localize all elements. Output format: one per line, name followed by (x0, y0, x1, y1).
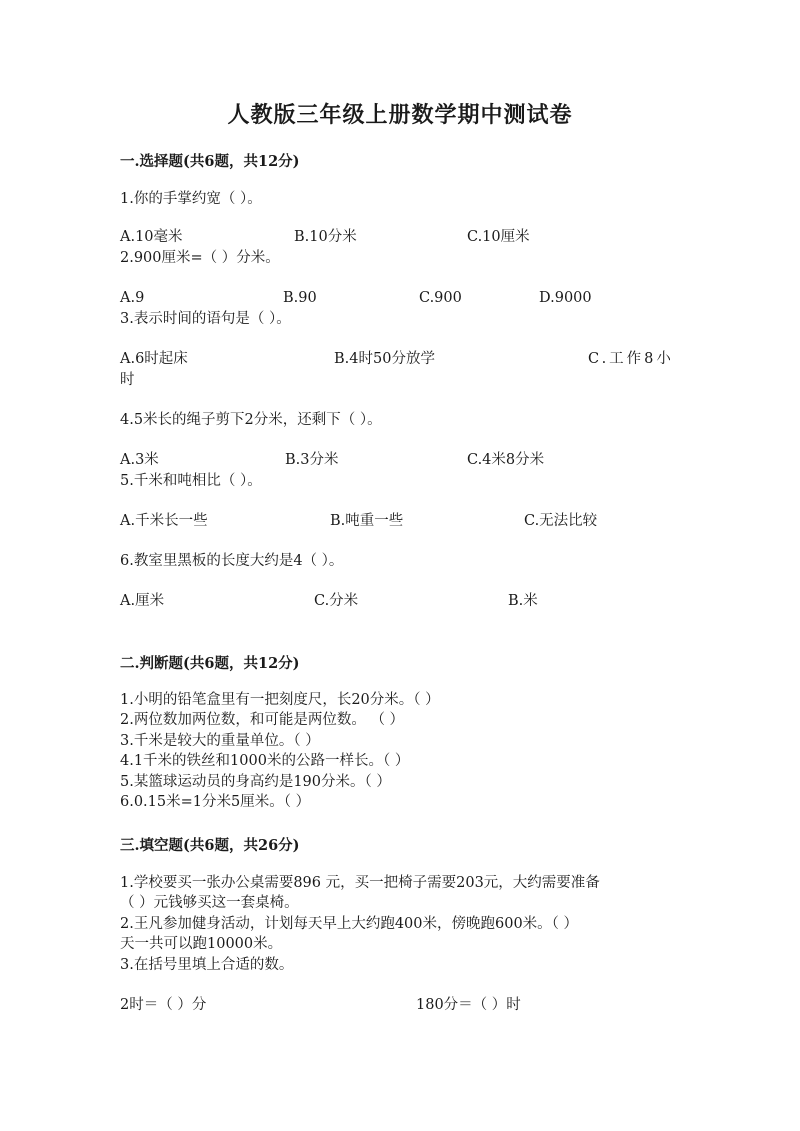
option-1c: C.10厘米 (467, 229, 530, 245)
option-6a: A.厘米 (120, 593, 165, 609)
option-3b: B.4时50分放学 (334, 351, 435, 367)
fill-item-3: 3.在括号里填上合适的数。 (120, 957, 294, 973)
option-3c-continuation: 时 (120, 372, 135, 388)
option-2d: D.9000 (539, 290, 592, 306)
question-4: 4.5米长的绳子剪下2分米，还剩下（ ）。 (120, 412, 382, 428)
question-1: 1.你的手掌约宽（ ）。 (120, 191, 262, 207)
option-4b: B.3分米 (285, 452, 339, 468)
option-5b: B.吨重一些 (330, 513, 404, 529)
option-3c: C.工作8小 (588, 351, 674, 367)
option-1b: B.10分米 (294, 229, 357, 245)
option-3a: A.6时起床 (120, 351, 188, 367)
option-2b: B.90 (283, 290, 317, 306)
option-4a: A.3米 (120, 452, 159, 468)
option-4c: C.4米8分米 (467, 452, 545, 468)
judgement-item-5: 5.某篮球运动员的身高约是190分米。（ ） (120, 774, 391, 790)
exam-title: 人教版三年级上册数学期中测试卷 (227, 102, 573, 128)
judgement-item-3: 3.千米是较大的重量单位。（ ） (120, 733, 320, 749)
question-5: 5.千米和吨相比（ ）。 (120, 473, 262, 489)
fill-item-2-line-2: 天一共可以跑10000米。 (120, 936, 283, 952)
judgement-item-1: 1.小明的铅笔盒里有一把刻度尺，长20分米。（ ） (120, 692, 440, 708)
judgement-item-2: 2.两位数加两位数，和可能是两位数。 （ ） (120, 712, 405, 728)
question-3: 3.表示时间的语句是（ ）。 (120, 311, 291, 327)
fill-item-1-line-1: 1.学校要买一张办公桌需要896 元，买一把椅子需要203元，大约需要准备 (120, 875, 600, 891)
fill-blank-hours-to-minutes: 2时＝（ ）分 (120, 997, 207, 1013)
question-6: 6.教室里黑板的长度大约是4（ ）。 (120, 553, 344, 569)
fill-item-2-line-1: 2.王凡参加健身活动，计划每天早上大约跑400米，傍晚跑600米。（ ） (120, 916, 579, 932)
option-6c: C.分米 (314, 593, 359, 609)
option-2a: A.9 (120, 290, 145, 306)
option-2c: C.900 (419, 290, 462, 306)
fill-item-1-line-2: （ ）元钱够买这一套桌椅。 (120, 895, 299, 911)
judgement-item-4: 4.1千米的铁丝和1000米的公路一样长。（ ） (120, 753, 410, 769)
option-1a: A.10毫米 (120, 229, 183, 245)
option-5c: C.无法比较 (524, 513, 598, 529)
section-header-judgement: 二.判断题(共6题，共12分) (120, 655, 300, 672)
section-header-choice: 一.选择题(共6题，共12分) (120, 153, 300, 170)
judgement-item-6: 6.0.15米=1分米5厘米。（ ） (120, 794, 311, 810)
option-6b: B.米 (508, 593, 538, 609)
question-2: 2.900厘米=（ ）分米。 (120, 250, 280, 266)
fill-blank-minutes-to-hours: 180分＝（ ）时 (416, 997, 521, 1013)
option-5a: A.千米长一些 (120, 513, 208, 529)
section-header-fill-in: 三.填空题(共6题，共26分) (120, 837, 300, 854)
